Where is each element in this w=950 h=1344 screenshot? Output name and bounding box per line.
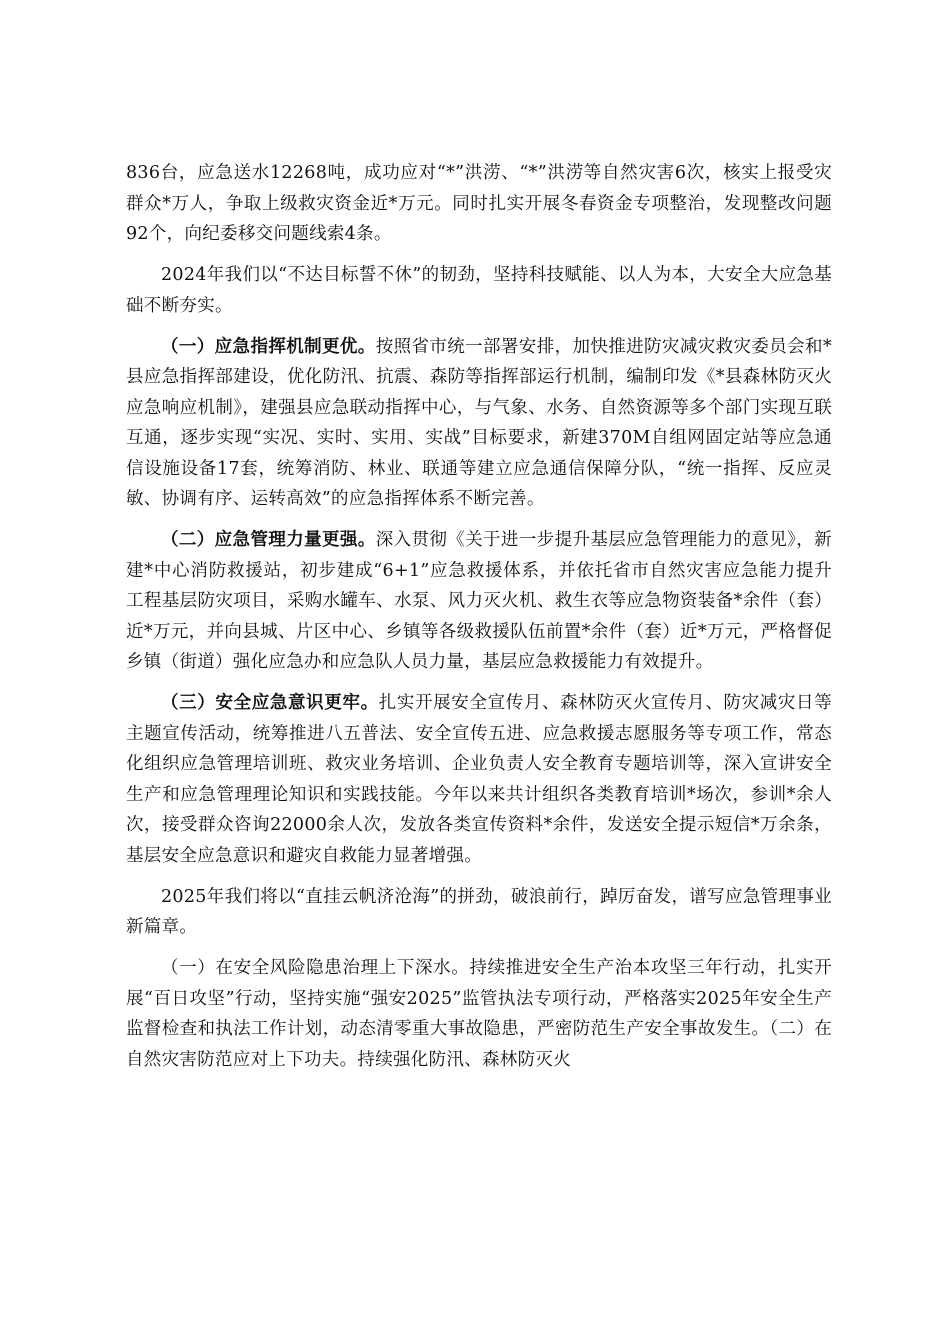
paragraph-command-mechanism: [126, 332, 832, 515]
paragraph-2024-summary: [126, 260, 832, 321]
paragraph-text: 2024年我们以“不达目标誓不休”的韧劲，坚持科技赋能、以人为本，大安全大应急基础不断夯实。: [126, 265, 832, 316]
paragraph-text: 扎实开展安全宣传月、森林防灭火宣传月、防灾减灾日等主题宣传活动，统筹推进八五普法、安全宣传五进、应急救援志愿服务等专项工作，常态化组织应急管理培训班、救灾业务培训、企业负责人安全教育专题培训等，深入宣讲安全生产和应急管理理论知识和实践技能。今年以来共计组织各类教育培训*场次，参训*余人次，接受群众咨询22000余人次，发放各类宣传资料*余件，发送安全提示短信*万余条，基层安全应急意识和避灾自救能力显著增强。: [126, 693, 832, 866]
paragraph-heading: （二）应急管理力量更强。: [161, 530, 376, 550]
paragraph-heading: （三）安全应急意识更牢。: [161, 693, 379, 713]
paragraph-risk-governance: [126, 953, 832, 1075]
paragraph-continuation: [126, 158, 832, 250]
paragraph-management-force: [126, 525, 832, 678]
paragraph-text: （一）在安全风险隐患治理上下深水。持续推进安全生产治本攻坚三年行动，扎实开展“百日攻坚”行动，坚持实施“强安2025”监管执法专项行动，严格落实2025年安全生产监督检查和执法工作计划，动态清零重大事故隐患，严密防范生产安全事故发生。（二）在自然灾害防范应对上下功夫。持续强化防汛、森林防灭火: [126, 958, 832, 1070]
paragraph-safety-awareness: [126, 688, 832, 871]
document-body: [126, 158, 832, 1086]
paragraph-2025-plan: [126, 882, 832, 943]
paragraph-text: 836台，应急送水12268吨，成功应对“*”洪涝、“*”洪涝等自然灾害6次，核实上报受灾群众*万人，争取上级救灾资金近*万元。同时扎实开展冬春资金专项整治，发现整改问题92个，向纪委移交问题线索4条。: [126, 163, 832, 244]
paragraph-text: 深入贯彻《关于进一步提升基层应急管理能力的意见》，新建*中心消防救援站，初步建成“6+1”应急救援体系，并依托省市自然灾害应急能力提升工程基层防灾项目，采购水罐车、水泵、风力灭火机、救生衣等应急物资装备*余件（套）近*万元，并向县城、片区中心、乡镇等各级救援队伍前置*余件（套）近*万元，严格督促乡镇（街道）强化应急办和应急队人员力量，基层应急救援能力有效提升。: [126, 530, 832, 672]
paragraph-text: 2025年我们将以“直挂云帆济沧海”的拼劲，破浪前行，踔厉奋发，谱写应急管理事业新篇章。: [126, 886, 832, 937]
paragraph-heading: （一）应急指挥机制更优。: [161, 336, 376, 357]
paragraph-text: 按照省市统一部署安排，加快推进防灾减灾救灾委员会和*县应急指挥部建设，优化防汛、抗震、森防等指挥部运行机制，编制印发《*县森林防灭火应急响应机制》，建强县应急联动指挥中心，与气象、水务、自然资源等多个部门实现互联互通，逐步实现“实况、实时、实用、实战”目标要求，新建370M自组网固定站等应急通信设施设备17套，统筹消防、林业、联通等建立应急通信保障分队，“统一指挥、反应灵敏、协调有序、运转高效”的应急指挥体系不断完善。: [126, 336, 832, 509]
